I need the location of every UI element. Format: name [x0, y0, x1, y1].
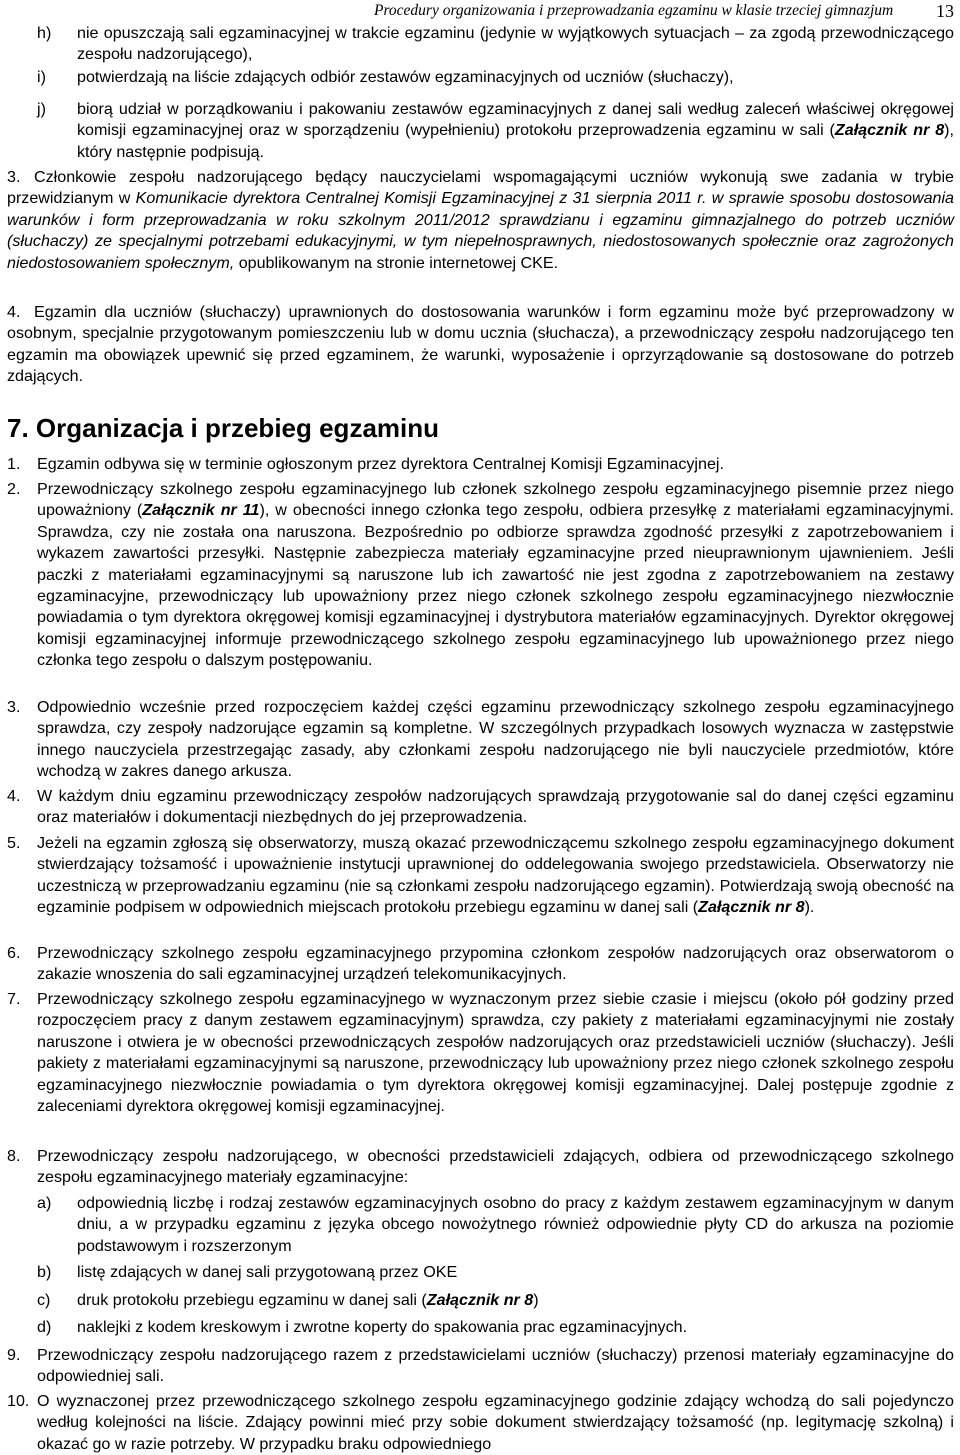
- item-text: Jeżeli na egzamin zgłoszą się obserwatorzy, muszą okazać przewodniczącemu szkolnego zespołu egzaminacyjnego dokument stwierdzający tożsamość i upoważnienie instytucji uprawnionej do oddelegowania swojego przedstawiciela. Obserwatorzy nie uczestniczą w przeprowadzaniu egzaminu (nie są członkami zespołu nadzorującego egzamin). Potwierdzają swoją obecność na egzaminie podpisem w odpowiednich miejscach protokołu przebiegu egzaminu w danej sali (: [37, 834, 954, 917]
- item-text: ), który następnie podpisują.: [77, 121, 954, 161]
- list-marker: 3.: [7, 698, 21, 716]
- list-marker: j): [37, 100, 46, 118]
- item-text: ): [533, 1291, 539, 1309]
- list-item-j: [77, 99, 954, 163]
- list-marker: c): [37, 1291, 51, 1309]
- item-text: Przewodniczący szkolnego zespołu egzaminacyjnego lub członek szkolnego zespołu egzaminacyjnego pisemnie przez niego upoważniony (: [37, 480, 954, 520]
- list-marker: 9.: [7, 1346, 21, 1364]
- list-marker: 7.: [7, 990, 21, 1008]
- list-marker: 4.: [7, 303, 21, 321]
- list-marker: h): [37, 24, 52, 42]
- list-item-9: Przewodniczący zespołu nadzorującego razem z przedstawicielami uczniów (słuchaczy) przenosi materiały egzaminacyjne do odpowiedniej sali.: [37, 1346, 954, 1386]
- list-item-2: [37, 479, 954, 672]
- list-item-i: potwierdzają na liście zdających odbiór zestawów egzaminacyjnych od uczniów (słuchaczy),: [77, 68, 734, 86]
- list-marker: a): [37, 1194, 52, 1212]
- list-item-8: Przewodniczący zespołu nadzorującego, w obecności przedstawicieli zdających, odbiera od przewodniczącego szkolnego zespołu egzaminacyjnego materiały egzaminacyjne:: [37, 1147, 954, 1187]
- list-item-1: Egzamin odbywa się w terminie ogłoszonym przez dyrektora Centralnej Komisji Egzaminacyjnej.: [37, 455, 724, 473]
- annex-reference: Załącznik nr 8: [698, 898, 805, 917]
- list-item-5: [37, 833, 954, 919]
- annex-reference: Załącznik nr 8: [834, 121, 945, 140]
- list-marker: i): [37, 68, 46, 86]
- list-marker: 5.: [7, 834, 21, 852]
- annex-reference: Załącznik nr 11: [142, 501, 260, 520]
- list-marker: 2.: [7, 480, 21, 498]
- list-marker: 3.: [7, 168, 21, 186]
- sublist-item-a: odpowiednią liczbę i rodzaj zestawów egzaminacyjnych osobno do pracy z każdym zestawem egzaminacyjnym w danym dniu, a w przypadku egzaminu z języka obcego nowożytnego również odpowiednie płyty CD do arkusza na poziomie podstawowym i rozszerzonym: [77, 1194, 954, 1255]
- list-item-4: W każdym dniu egzaminu przewodniczący zespołów nadzorujących sprawdzają przygotowanie sal do danej części egzaminu oraz materiałów i dokumentacji niezbędnych do jej przeprowadzenia.: [37, 787, 954, 827]
- list-marker: 10.: [7, 1392, 30, 1410]
- item-text: ), w obecności innego członka tego zespołu, odbiera przesyłkę z materiałami egzaminacyjnymi. Sprawdza, czy nie została ona naruszona. Bezpośrednio po odbiorze sprawdza zgodność przesyłki z zapotrzebowaniem i wykazem zawartości przesyłki. Następnie zabezpiecza materiały egzaminacyjne przed nieuprawnionym ujawnieniem. Jeśli paczki z materiałami egzaminacyjnymi są naruszone lub ich zawartość nie jest zgodna z zapotrzebowaniem na zestawy egzaminacyjne, przewodniczący lub upoważniony przez niego członek szkolnego zespołu egzaminacyjnego niezwłocznie powiadamia o tym dyrektora okręgowej komisji egzaminacyjnej i dystrybutora materiałów egzaminacyjnych. Dyrektor okręgowej komisji egzaminacyjnej informuje przewodniczącego szkolnego zespołu egzaminacyjnego lub upoważnionego przez niego członka tego zespołu o dalszym postępowaniu.: [37, 501, 954, 670]
- item-text: ).: [804, 898, 815, 917]
- list-item-7: Przewodniczący szkolnego zespołu egzaminacyjnego w wyznaczonym przez siebie czasie i miejscu (około pół godziny przed rozpoczęciem pracy z danym zestawem egzaminacyjnym) sprawdza, czy pakiety z materiałami egzaminacyjnymi nie zostały naruszone i otwiera je w obecności przewodniczących zespołów nadzorujących oraz przedstawicieli uczniów (słuchaczy). Jeśli pakiety z materiałami egzaminacyjnymi są naruszone, przewodniczący lub upoważniony przez niego członek szkolnego zespołu egzaminacyjnego niezwłocznie powiadamia o tym dyrektora okręgowej komisji egzaminacyjnej. Dalej postępuje zgodnie z zaleceniami dyrektora okręgowej komisji egzaminacyjnej.: [37, 990, 954, 1116]
- list-marker: 4.: [7, 787, 21, 805]
- list-marker: d): [37, 1318, 52, 1336]
- item-text: biorą udział w porządkowaniu i pakowaniu zestawów egzaminacyjnych z danej sali według zaleceń właściwej okręgowej komisji egzaminacyjnej oraz w sporządzeniu (wypełnieniu) protokołu przeprowadzenia egzaminu w sali (: [77, 100, 954, 140]
- item-text: opublikowanym na stronie internetowej CKE.: [234, 253, 559, 272]
- list-item-h: nie opuszczają sali egzaminacyjnej w trakcie egzaminu (jedynie w wyjątkowych sytuacjach – za zgodą przewodniczącego zespołu nadzorującego),: [77, 24, 954, 64]
- running-header-title: Procedury organizowania i przeprowadzania egzaminu w klasie trzeciej gimnazjum: [374, 2, 894, 19]
- sublist-item-d: naklejki z kodem kreskowym i zwrotne koperty do spakowania prac egzaminacyjnych.: [77, 1318, 688, 1336]
- list-item-6: Przewodniczący szkolnego zespołu egzaminacyjnego przypomina członkom zespołów nadzorujących oraz obserwatorom o zakazie wnoszenia do sali egzaminacyjnej urządzeń telekomunikacyjnych.: [37, 944, 954, 984]
- item-text: druk protokołu przebiegu egzaminu w danej sali (: [77, 1291, 427, 1309]
- list-marker: 6.: [7, 944, 21, 962]
- list-marker: 8.: [7, 1147, 21, 1165]
- list-marker: 1.: [7, 455, 21, 473]
- section-heading: 7. Organizacja i przebieg egzaminu: [7, 413, 440, 443]
- list-marker: b): [37, 1263, 52, 1281]
- sublist-item-b: listę zdających w danej sali przygotowaną przez OKE: [77, 1263, 458, 1281]
- communique-reference: Komunikacie dyrektora Centralnej Komisji Egzaminacyjnej z 31 sierpnia 2011 r. w sprawie sposobu dostosowania warunków i form przeprowadzania w roku szkolnym 2011/2012 sprawdzianu i egzaminu gimnazjalnego do potrzeb uczniów (słuchaczy) ze specjalnymi potrzebami edukacyjnymi, w tym niepełnosprawnych, niedostosowanych społecznie oraz zagrożonych niedostosowaniem społecznym,: [7, 189, 955, 272]
- list-item-10: O wyznaczonej przez przewodniczącego szkolnego zespołu egzaminacyjnego godzinie zdający wchodzą do sali pojedynczo według kolejności na liście. Zdający powinni mieć przy sobie dokument stwierdzający tożsamość (np. legitymację szkolną) i okazać go w razie potrzeby. W przypadku braku odpowiedniego: [37, 1392, 954, 1453]
- paragraph-item-4: Egzamin dla uczniów (słuchaczy) uprawnionych do dostosowania warunków i form egzaminu może być przeprowadzony w osobnym, specjalnie przygotowanym pomieszczeniu lub w domu ucznia (słuchacza), a przewodniczący zespołu nadzorującego ten egzamin ma obowiązek upewnić się przed egzaminem, że warunki, wyposażenie i oprzyrządowanie są dostosowane do potrzeb zdających.: [7, 303, 954, 386]
- page-number: 13: [936, 1, 954, 21]
- list-item-3: Odpowiednio wcześnie przed rozpoczęciem każdej części egzaminu przewodniczący szkolnego zespołu egzaminacyjnego sprawdza, czy zespoły nadzorujące egzamin są kompletne. W szczególnych przypadkach losowych wyznacza w zastępstwie innego nauczyciela przestrzegając zasady, aby członkami zespołu nadzorującego nie byli nauczyciele przedmiotów, które wchodzą w zakres danego arkusza.: [37, 698, 954, 781]
- item-text: Członkowie zespołu nadzorującego będący nauczycielami wspomagającymi uczniów wykonują swe zadania w trybie przewidzianym w: [7, 168, 954, 208]
- page-header: [374, 1, 954, 23]
- sublist-item-c: [77, 1290, 954, 1311]
- paragraph-item-3: [7, 167, 954, 274]
- annex-reference: Załącznik nr 8: [426, 1291, 534, 1309]
